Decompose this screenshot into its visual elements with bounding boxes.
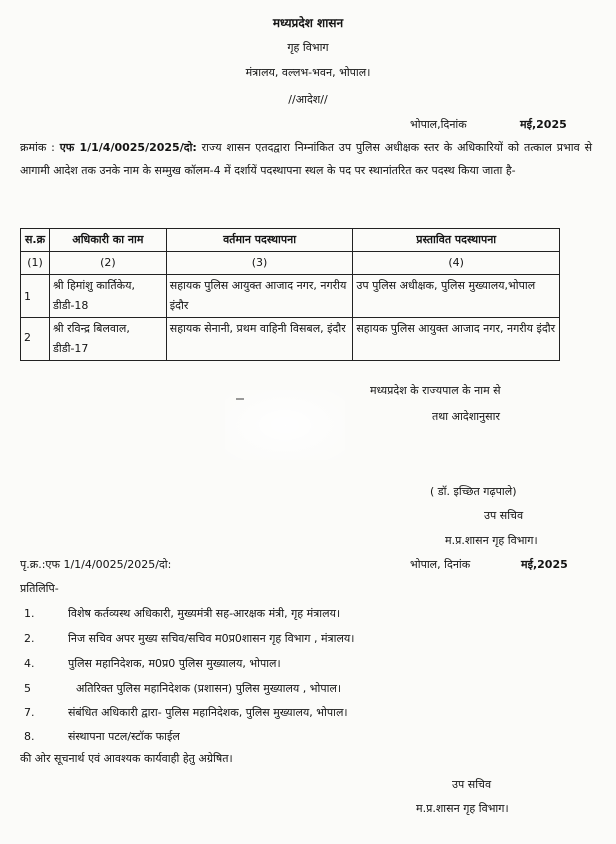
list-item-number: 1.: [24, 607, 35, 620]
list-item-text: संबंधित अधिकारी द्वारा- पुलिस महानिदेशक, पुलिस मुख्यालय, भोपाल।: [68, 706, 348, 719]
list-item: [24, 631, 354, 646]
list-item-text: निज सचिव अपर मुख्य सचिव/सचिव म0प्र0शासन गृह विभाग , मंत्रालय।: [68, 632, 355, 645]
governor-line-2: तथा आदेशानुसार: [432, 410, 500, 423]
table-row: [21, 318, 560, 361]
address-line: मंत्रालय, वल्लभ-भवन, भोपाल।: [245, 66, 371, 79]
table-cell: (1): [21, 252, 50, 275]
table-cell: 2: [21, 318, 50, 361]
scan-mark: [236, 398, 244, 400]
table-cell: सहायक सेनानी, प्रथम वाहिनी विसबल, इंदौर: [166, 318, 353, 361]
table-cell: उप पुलिस अधीक्षक, पुलिस मुख्यालय,भोपाल: [353, 275, 560, 318]
endorsement-place-date: भोपाल, दिनांक: [410, 558, 471, 571]
table-cell: श्री हिमांशु कार्तिकेय, डीडी-18: [49, 275, 166, 318]
list-item-number: 8.: [24, 730, 35, 743]
signatory-name: ( डॉ. इच्छित गढ़पाले): [430, 485, 517, 498]
table-header-row: [21, 229, 560, 252]
scan-smudge: [225, 390, 345, 460]
table-row: [21, 275, 560, 318]
footer-office: म.प्र.शासन गृह विभाग।: [416, 802, 509, 815]
kramank-value: एफ 1/1/4/0025/2025/दो:: [59, 141, 197, 154]
table-header: वर्तमान पदस्थापना: [166, 229, 353, 252]
table-cell: (2): [49, 252, 166, 275]
list-item-number: 7.: [24, 706, 35, 719]
list-item-text: अतिरिक्त पुलिस महानिदेशक (प्रशासन) पुलिस मुख्यालय , भोपाल।: [76, 682, 342, 695]
department-heading: गृह विभाग: [287, 41, 329, 54]
endorsement-ref: पृ.क्र.:एफ 1/1/4/0025/2025/दो:: [20, 558, 172, 571]
order-paragraph: [20, 136, 592, 182]
order-month-year: मई,2025: [520, 118, 567, 131]
table-header: स.क्र: [21, 229, 50, 252]
table-header: प्रस्तावित पदस्थापना: [353, 229, 560, 252]
copy-label: प्रतिलिपि-: [20, 582, 59, 595]
table-number-row: [21, 252, 560, 275]
signatory-designation: उप सचिव: [484, 509, 524, 522]
government-heading: मध्यप्रदेश शासन: [272, 16, 344, 30]
table-cell: (4): [353, 252, 560, 275]
governor-line-1: मध्यप्रदेश के राज्यपाल के नाम से: [370, 384, 501, 397]
closing-line: की ओर सूचनार्थ एवं आवश्यक कार्यवाही हेतु अग्रेषित।: [20, 752, 233, 765]
list-item-number: 5: [24, 682, 31, 695]
list-item: [24, 681, 341, 696]
table-cell: श्री रविन्द्र बिलवाल, डीडी-17: [49, 318, 166, 361]
endorsement-month-year: मई,2025: [521, 558, 568, 571]
order-body: राज्य शासन एतदद्वारा निम्नांकित उप पुलिस अधीक्षक स्तर के अधिकारियों को तत्काल प्रभाव से आगामी आदेश तक उनके नाम के सम्मुख कॉलम-4 में दर्शायें पदस्थापना स्थल के पद पर स्थानांतरित कर पदस्थ किया जाता है-: [20, 141, 593, 177]
table-cell: सहायक पुलिस आयुक्त आजाद नगर, नगरीय इंदौर: [166, 275, 353, 318]
table-cell: सहायक पुलिस आयुक्त आजाद नगर, नगरीय इंदौर: [353, 318, 560, 361]
order-place-date: भोपाल,दिनांक: [410, 118, 467, 131]
transfer-table: [20, 228, 560, 361]
list-item-text: पुलिस महानिदेशक, म0प्र0 पुलिस मुख्यालय, भोपाल।: [68, 657, 281, 670]
order-title: //आदेश//: [288, 93, 328, 106]
list-item-text: विशेष कर्तव्यस्थ अधिकारी, मुख्यमंत्री सह-आरक्षक मंत्री, गृह मंत्रालय।: [68, 607, 341, 620]
table-cell: (3): [166, 252, 353, 275]
table-header: अधिकारी का नाम: [49, 229, 166, 252]
table-cell: 1: [21, 275, 50, 318]
kramank-label: क्रमांक :: [20, 141, 55, 154]
list-item: [24, 705, 348, 720]
list-item: [24, 656, 281, 671]
list-item-text: संस्थापना पटल/स्टॉक फाईल: [68, 730, 180, 743]
signatory-office: म.प्र.शासन गृह विभाग।: [445, 534, 538, 547]
list-item-number: 2.: [24, 632, 35, 645]
list-item-number: 4.: [24, 657, 35, 670]
footer-designation: उप सचिव: [452, 778, 492, 791]
list-item: [24, 729, 180, 744]
list-item: [24, 606, 340, 621]
